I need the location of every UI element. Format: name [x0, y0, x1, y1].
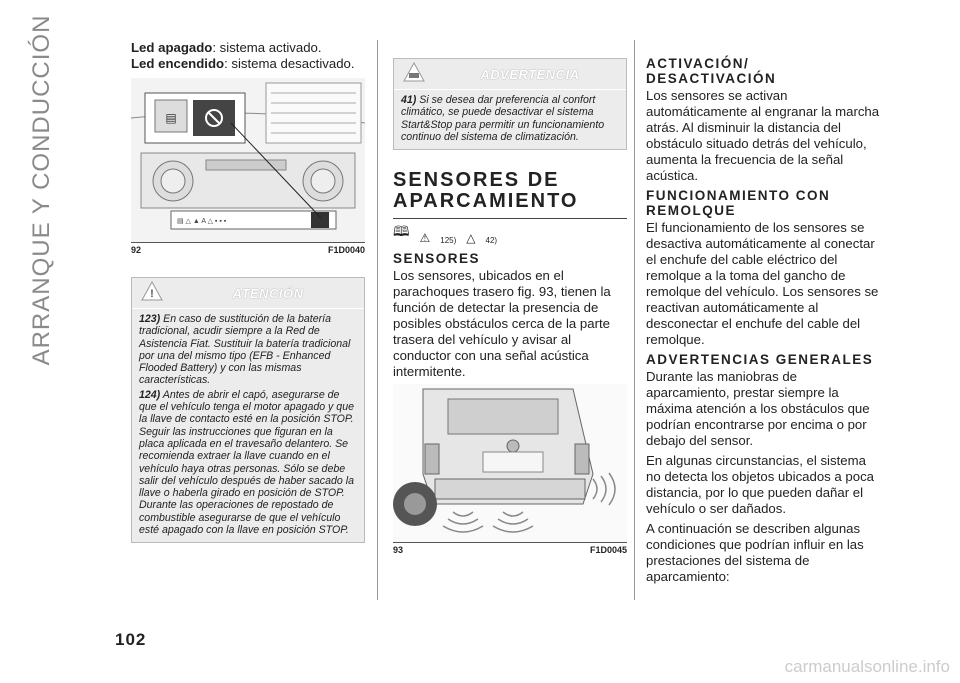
section-title-line-2: APARCAMIENTO — [393, 190, 579, 213]
remolque-heading: FUNCIONAMIENTO CON REMOLQUE — [646, 188, 831, 218]
attention-body — [132, 309, 364, 542]
section-title-line-1: SENSORES DE — [393, 169, 560, 192]
car-warning-icon — [394, 62, 434, 87]
note-124-text: Antes de abrir el capó, asegurarse de que el vehículo tenga el motor apagado y que la llave de contacto esté en la posición STOP. Seguir las instrucciones que figuran en la placa aplicada en el travesaño delantero. Se recomienda extraer la llave cuando en el vehículo haya otras personas. Sólo se debe salir del vehículo después de haber sacado la llave o haberla girado en posición de STOP. Durante las operaciones de repostado de combustible asegurarse de que el vehículo esté apagado con la llave en posición STOP. — [139, 388, 354, 537]
column-divider-1 — [377, 40, 378, 600]
svg-text:▤ △ ▲ A △ ▪ ▪ ▪: ▤ △ ▲ A △ ▪ ▪ ▪ — [177, 218, 227, 225]
figure-93-code: F1D0045 — [589, 545, 627, 556]
section-title — [393, 170, 627, 212]
column-1 — [131, 40, 365, 543]
warning-header — [394, 59, 626, 90]
sensores-text: Los sensores, ubicados en el parachoques trasero fig. 93, tienen la función de detectar la presencia de posibles obstáculos cerca de la parte trasera del vehículo y avisar al conductor con una señal acústica intermitente. — [393, 268, 611, 380]
warning-box — [393, 58, 627, 150]
watermark: carmanualsonline.info — [784, 657, 950, 676]
warning-body — [394, 90, 626, 149]
column-3 — [646, 40, 880, 589]
remolque-text: El funcionamiento de los sensores se desactiva automáticamente al conectar el enchufe del cable eléctrico del remolque a la toma del gancho de remolque del vehículo. Los sensores se reactivan automáticamente al desconectar el enchufe del cable del remolque. — [646, 220, 879, 347]
generales-heading: ADVERTENCIAS GENERALES — [646, 352, 874, 367]
warning-triangle-icon — [132, 281, 172, 306]
attention-title: ATENCIÓN — [232, 285, 304, 301]
warning-ref-icon: △ — [466, 231, 476, 246]
note-123-text: En caso de sustitución de la batería tradicional, acudir siempre a la Red de Asistencia Fiat. Sustituir la batería tradicional por una del mismo tipo (EFB - Enhanced Flooded Battery) y con las mismas características. — [139, 313, 351, 387]
attention-box — [131, 277, 365, 543]
figure-92-caption — [131, 245, 365, 255]
led-on-text: : sistema desactivado. — [224, 56, 355, 71]
book-icon: 🕮 — [393, 223, 410, 240]
svg-text:▤: ▤ — [165, 111, 177, 125]
page-number: 102 — [115, 630, 147, 649]
sensores-heading: SENSORES — [393, 251, 481, 267]
note-123-number: 123) — [139, 313, 161, 325]
figure-92 — [131, 78, 365, 243]
led-on-label: Led encendido — [131, 56, 225, 71]
reference-125: 125) — [440, 236, 457, 246]
engine-icon: ⚠ — [419, 231, 431, 246]
figure-92-code: F1D0040 — [327, 245, 365, 255]
activacion-text: Los sensores se activan automáticamente al engranar la marcha atrás. Al disminuir la distancia del obstáculo situado detrás del vehículo, aumenta la frecuencia de la señal acústica. — [646, 88, 880, 183]
figure-92-number: 92 — [131, 245, 142, 255]
generales-paragraph-1: Durante las maniobras de aparcamiento, prestar siempre la máxima atención a los obstáculos que podrían encontrarse por encima o por debajo del sensor. — [646, 369, 870, 448]
generales-paragraph-2: En algunas circunstancias, el sistema no detecta los objetos ubicados a poca distancia, por lo que pueden dañar el vehículo o ser dañados. — [646, 453, 875, 516]
figure-93 — [393, 384, 627, 543]
figure-93-number: 93 — [393, 545, 404, 556]
warning-title: ADVERTENCIA — [480, 66, 580, 82]
led-off-text: : sistema activado. — [212, 40, 322, 55]
note-41-number: 41) — [401, 94, 417, 106]
section-rule — [393, 218, 627, 219]
chapter-side-title — [22, 14, 62, 366]
column-divider-2 — [634, 40, 635, 600]
figure-93-caption — [393, 545, 627, 555]
attention-header — [132, 278, 364, 309]
note-124-number: 124) — [139, 388, 161, 401]
activacion-heading: ACTIVACIÓN/ DESACTIVACIÓN — [646, 56, 777, 86]
column-2 — [393, 40, 627, 555]
svg-text:!: ! — [150, 287, 154, 300]
generales-paragraph-3: A continuación se describen algunas condiciones que podrían influir en las prestaciones del sistema de aparcamiento: — [646, 521, 864, 584]
note-41-text: Si se desea dar preferencia al confort climático, se puede desactivar el sistema Start&Stop para permitir un funcionamiento continuo del sistema de climatización. — [401, 94, 605, 143]
car-rear-sensors-illustration — [393, 384, 627, 542]
reference-symbols — [393, 221, 627, 245]
dashboard-illustration — [131, 78, 365, 242]
reference-42: 42) — [485, 236, 498, 246]
chapter-side-title-text: ARRANQUE Y CONDUCCIÓN — [28, 14, 55, 366]
led-off-label: Led apagado — [131, 40, 213, 55]
